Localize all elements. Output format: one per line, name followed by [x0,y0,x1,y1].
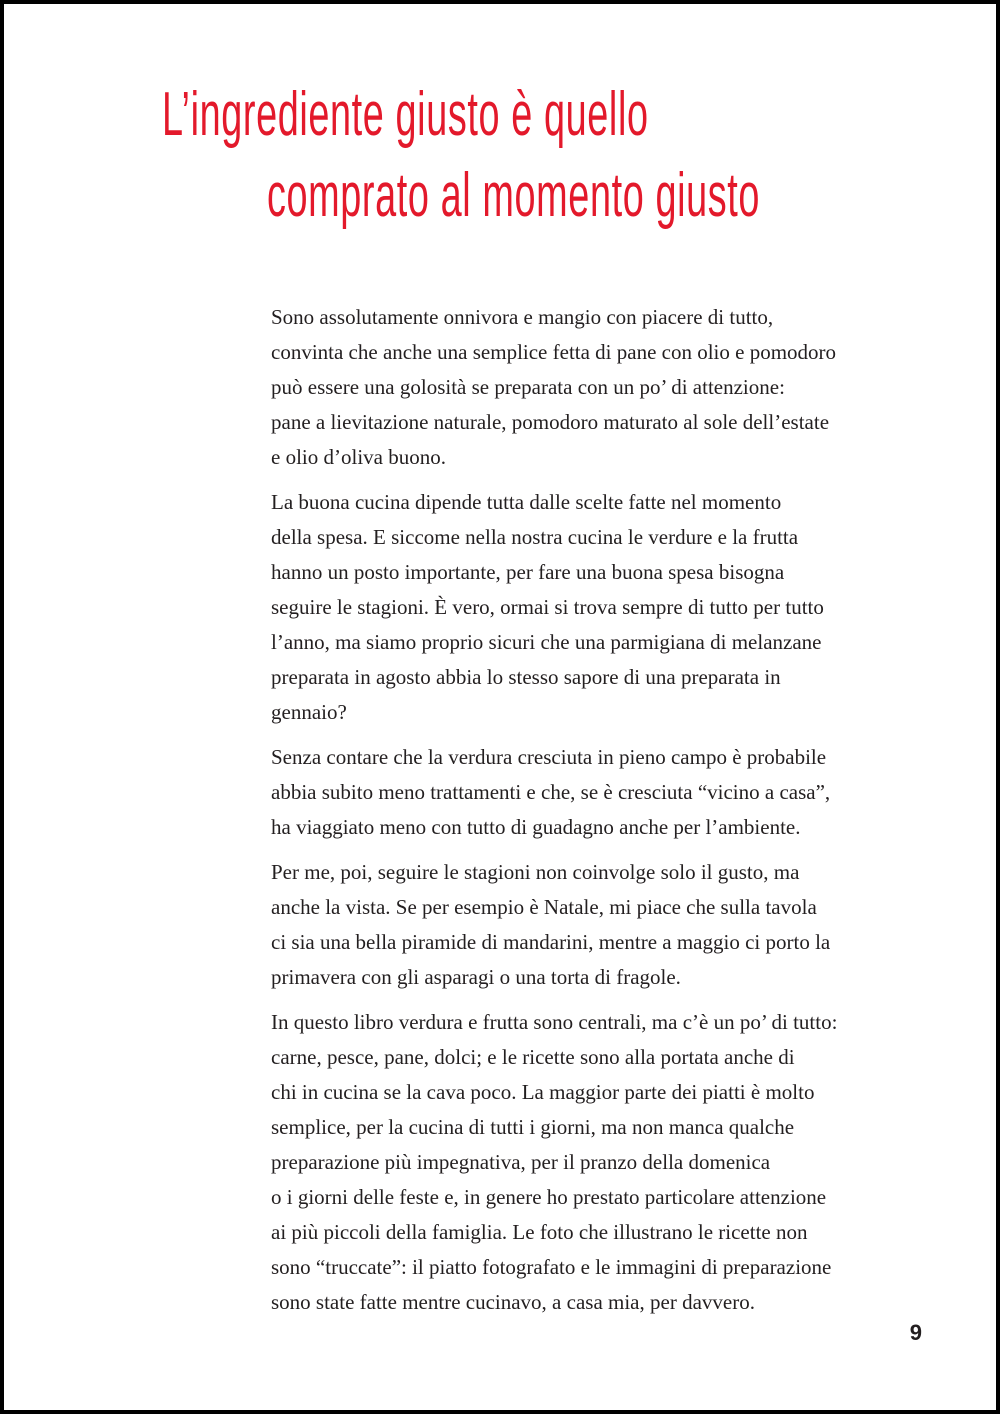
page-number: 9 [909,1320,922,1345]
paragraph-4: Per me, poi, seguire le stagioni non coinvolge solo il gusto, ma anche la vista. Se per esempio è Natale, mi piace che sulla tavola ci sia una bella piramide di mandarini, mentre a maggio ci porto la primavera con gli asparagi o una torta di fragole. [271,860,831,989]
page-title-line-2: comprato al momento giusto [267,161,761,230]
page-title-line-1: L’ingrediente giusto è quello [162,80,649,149]
paragraph-5: In questo libro verdura e frutta sono centrali, ma c’è un po’ di tutto: carne, pesce, pane, dolci; e le ricette sono alla portata anche di chi in cucina se la cava poco. La maggior parte dei piatti è molto semplice, per la cucina di tutti i giorni, ma non manca qualche preparazione più impegnativa, per il pranzo della domenica o i giorni delle feste e, in genere ho prestato particolare attenzione ai più piccoli della famiglia. Le foto che illustrano le ricette non sono “truccate”: il piatto fotografato e le immagini di preparazione sono state fatte mentre cucinavo, a casa mia, per davvero. [271,1010,838,1314]
paragraph-1: Sono assolutamente onnivora e mangio con piacere di tutto, convinta che anche una semplice fetta di pane con olio e pomodoro può essere una golosità se preparata con un po’ di attenzione: pane a lievitazione naturale, pomodoro maturato al sole dell’estate e olio d’oliva buono. [271,305,837,469]
paragraph-3: Senza contare che la verdura cresciuta in pieno campo è probabile abbia subito meno trattamenti e che, se è cresciuta “vicino a casa”, ha viaggiato meno con tutto di guadagno anche per l’ambiente. [271,745,831,839]
body-text-column [271,300,951,1330]
paragraph-2: La buona cucina dipende tutta dalle scelte fatte nel momento della spesa. E siccome nella nostra cucina le verdure e la frutta hanno un posto importante, per fare una buona spesa bisogna seguire le stagioni. È vero, ormai si trova sempre di tutto per tutto l’anno, ma siamo proprio sicuri che una parmigiana di melanzane preparata in agosto abbia lo stesso sapore di una preparata in gennaio? [271,490,824,724]
